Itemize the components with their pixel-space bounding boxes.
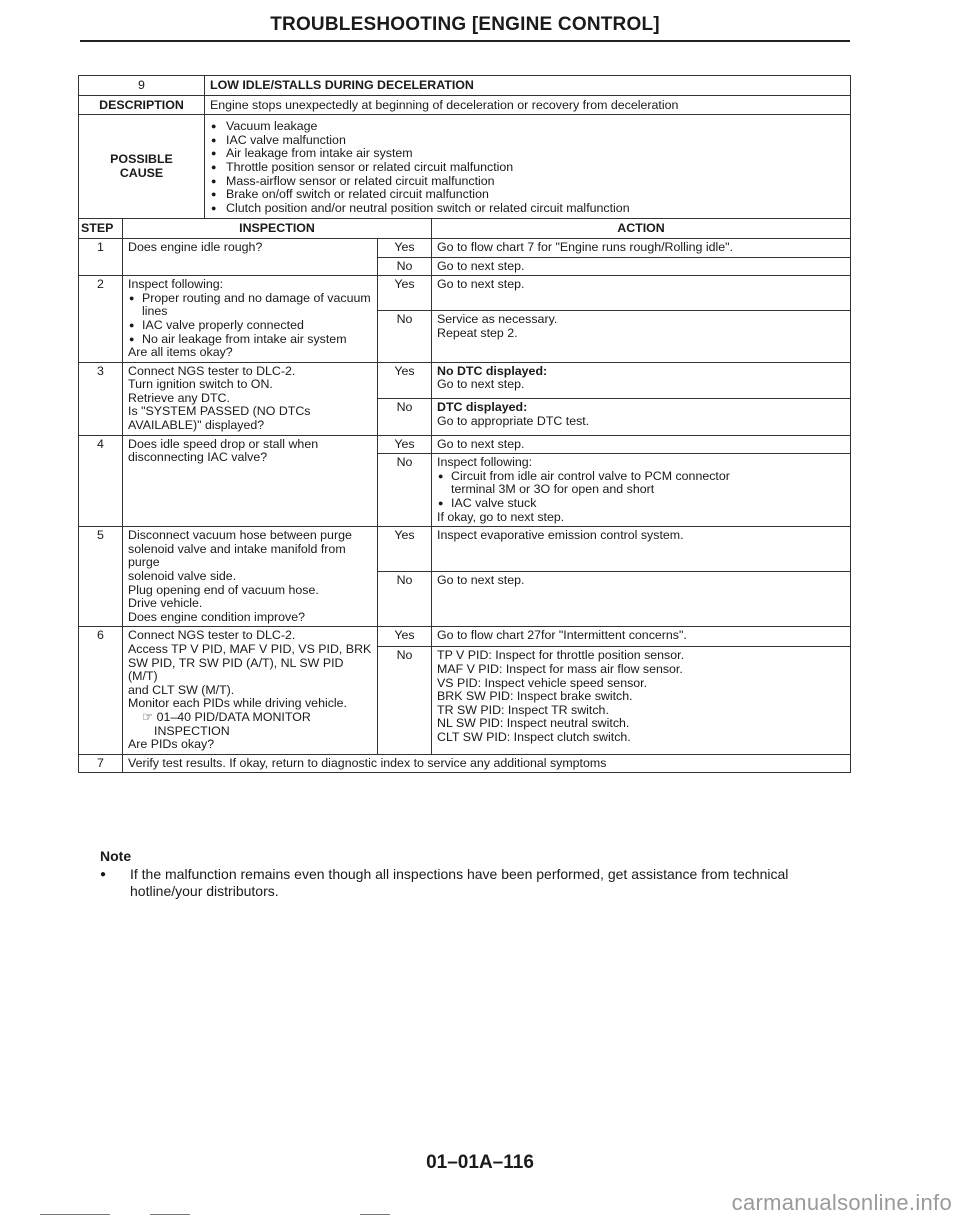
action-line: TP V PID: Inspect for throttle position sensor. [437, 648, 685, 663]
action-item-cont: terminal 3M or 3O for open and short [451, 482, 655, 497]
cause-item: ● Throttle position sensor or related circuit malfunction [210, 161, 845, 175]
no-label: No [378, 311, 432, 363]
action-line: MAF V PID: Inspect for mass air flow sensor. [437, 661, 683, 676]
inspection-line: Retrieve any DTC. [128, 390, 230, 405]
possible-cause-list-cell [205, 115, 851, 219]
flow-title: LOW IDLE/STALLS DURING DECELERATION [205, 76, 851, 96]
action-heading: DTC displayed: [437, 400, 528, 415]
yes-label: Yes [378, 435, 432, 454]
action-line: Service as necessary. [437, 312, 558, 327]
action-item: ● IAC valve stuck [437, 497, 845, 511]
inspection-line: Does idle speed drop or stall when [128, 436, 319, 451]
yes-action: Inspect evaporative emission control system. [432, 527, 851, 572]
reference-line [128, 711, 372, 725]
step-inspection [123, 362, 378, 435]
step-row [79, 627, 851, 647]
no-action: Go to next step. [432, 257, 851, 276]
step-number: 4 [79, 435, 123, 527]
cause-item: ● Vacuum leakage [210, 120, 845, 134]
no-label: No [378, 572, 432, 627]
inspection-item [128, 292, 372, 319]
step-row [79, 527, 851, 572]
flow-number: 9 [79, 76, 205, 96]
step-inspection [123, 527, 378, 627]
note-body [100, 866, 820, 900]
inspection-line: Access TP V PID, MAF V PID, VS PID, BRK [128, 641, 372, 656]
title-row [79, 76, 851, 96]
action-line: Inspect following: [437, 455, 533, 470]
action-line: VS PID: Inspect vehicle speed sensor. [437, 675, 648, 690]
action-line: If okay, go to next step. [437, 509, 565, 524]
inspection-column-header: INSPECTION [123, 219, 432, 239]
inspection-line: solenoid valve side. [128, 569, 237, 583]
step-column-header: STEP [79, 219, 123, 239]
description-text: Engine stops unexpectedly at beginning of deceleration or recovery from deceleration [205, 95, 851, 115]
step-row [79, 276, 851, 311]
column-header-row [79, 219, 851, 239]
possible-cause-list [210, 120, 845, 215]
inspection-line: solenoid valve and intake manifold from purge [128, 541, 346, 570]
possible-cause-label-line: POSSIBLE [110, 152, 173, 167]
inspection-line: Are PIDs okay? [128, 737, 215, 752]
note-bullet: ● [100, 869, 107, 880]
possible-cause-label [79, 115, 205, 219]
inspection-item: ● No air leakage from intake air system [128, 333, 372, 347]
action-line: TR SW PID: Inspect TR switch. [437, 702, 609, 717]
inspection-line: Plug opening end of vacuum hose. [128, 582, 319, 597]
step-number: 3 [79, 362, 123, 435]
header-rule [80, 40, 850, 42]
troubleshooting-table [78, 75, 851, 773]
page-number: 01–01A–116 [426, 1152, 534, 1173]
inspection-line: Connect NGS tester to DLC-2. [128, 628, 296, 643]
inspection-item-cont: lines [142, 304, 168, 319]
cause-item: ● IAC valve malfunction [210, 134, 845, 148]
yes-label: Yes [378, 276, 432, 311]
action-line: NL SW PID: Inspect neutral switch. [437, 716, 630, 731]
cause-item: ● Brake on/off switch or related circuit malfunction [210, 188, 845, 202]
yes-action: Go to flow chart 27for "Intermittent concerns". [432, 627, 851, 647]
action-line: BRK SW PID: Inspect brake switch. [437, 689, 633, 704]
no-action: Go to next step. [432, 572, 851, 627]
action-line: CLT SW PID: Inspect clutch switch. [437, 729, 631, 744]
inspection-line: SW PID, TR SW PID (A/T), NL SW PID (M/T) [128, 655, 344, 684]
no-action [432, 454, 851, 527]
inspection-line: Are all items okay? [128, 345, 233, 360]
scan-mark [40, 1214, 110, 1215]
no-action [432, 311, 851, 363]
step-inspection [123, 627, 378, 754]
no-label: No [378, 454, 432, 527]
possible-cause-label-line: CAUSE [119, 165, 164, 180]
note-text: If the malfunction remains even though all inspections have been performed, get assistance from technical hotline/your distributors. [130, 866, 789, 899]
action-column-header: ACTION [432, 219, 851, 239]
reference-line-cont: INSPECTION [154, 723, 230, 738]
no-label: No [378, 647, 432, 754]
yes-label: Yes [378, 527, 432, 572]
no-label: No [378, 399, 432, 435]
no-action [432, 647, 851, 754]
inspection-line: Monitor each PIDs while driving vehicle. [128, 696, 347, 711]
step-number: 5 [79, 527, 123, 627]
yes-label: Yes [378, 238, 432, 257]
inspection-line: Drive vehicle. [128, 596, 203, 611]
step-inspection [123, 276, 378, 363]
inspection-item: ● IAC valve properly connected [128, 319, 372, 333]
inspection-line: Does engine condition improve? [128, 609, 306, 624]
step-row [79, 362, 851, 398]
inspection-line: Connect NGS tester to DLC-2. [128, 363, 296, 378]
inspection-line: Disconnect vacuum hose between purge [128, 528, 352, 543]
troubleshooting-sheet [78, 75, 850, 773]
step-number: 6 [79, 627, 123, 754]
action-item [437, 470, 845, 497]
inspection-item-text: Proper routing and no damage of vacuum [142, 290, 371, 305]
scan-mark [360, 1214, 390, 1215]
inspection-line: disconnecting IAC valve? [128, 450, 268, 465]
cause-item: ● Mass-airflow sensor or related circuit malfunction [210, 175, 845, 189]
reference-icon: ☞ [142, 709, 154, 724]
yes-action [432, 362, 851, 398]
cause-item: ● Air leakage from intake air system [210, 147, 845, 161]
step-row [79, 754, 851, 773]
no-action [432, 399, 851, 435]
action-heading: No DTC displayed: [437, 363, 548, 378]
description-row [79, 95, 851, 115]
step-instruction: Verify test results. If okay, return to diagnostic index to service any additional symptoms [123, 754, 851, 773]
step-row [79, 435, 851, 454]
step-number: 7 [79, 754, 123, 773]
note-title: Note [100, 848, 132, 864]
yes-action: Go to next step. [432, 276, 851, 311]
action-line: Repeat step 2. [437, 325, 518, 340]
inspection-list [128, 292, 372, 346]
action-line: Go to next step. [437, 377, 525, 392]
no-label: No [378, 257, 432, 276]
inspection-line: Turn ignition switch to ON. [128, 377, 273, 392]
yes-action: Go to flow chart 7 for "Engine runs rough/Rolling idle". [432, 238, 851, 257]
inspection-line: Is "SYSTEM PASSED (NO DTCs [128, 404, 311, 419]
step-row [79, 238, 851, 257]
step-inspection [123, 435, 378, 527]
action-list [437, 470, 845, 511]
inspection-line: AVAILABLE)" displayed? [128, 418, 265, 433]
watermark: carmanualsonline.info [731, 1190, 952, 1215]
step-number: 2 [79, 276, 123, 363]
action-line: Go to appropriate DTC test. [437, 413, 590, 428]
yes-action: Go to next step. [432, 435, 851, 454]
possible-cause-row [79, 115, 851, 219]
cause-item: ● Clutch position and/or neutral position switch or related circuit malfunction [210, 202, 845, 216]
inspection-line: Inspect following: [128, 277, 224, 292]
scan-mark [150, 1214, 190, 1215]
yes-label: Yes [378, 362, 432, 398]
description-label: DESCRIPTION [79, 95, 205, 115]
step-number: 1 [79, 238, 123, 275]
page-header: TROUBLESHOOTING [ENGINE CONTROL] [270, 14, 660, 35]
action-item-text: Circuit from idle air control valve to PCM connector [451, 468, 730, 483]
reference-link[interactable]: 01–40 PID/DATA MONITOR [156, 709, 311, 724]
inspection-line: and CLT SW (M/T). [128, 682, 235, 697]
step-inspection: Does engine idle rough? [123, 238, 378, 275]
yes-label: Yes [378, 627, 432, 647]
